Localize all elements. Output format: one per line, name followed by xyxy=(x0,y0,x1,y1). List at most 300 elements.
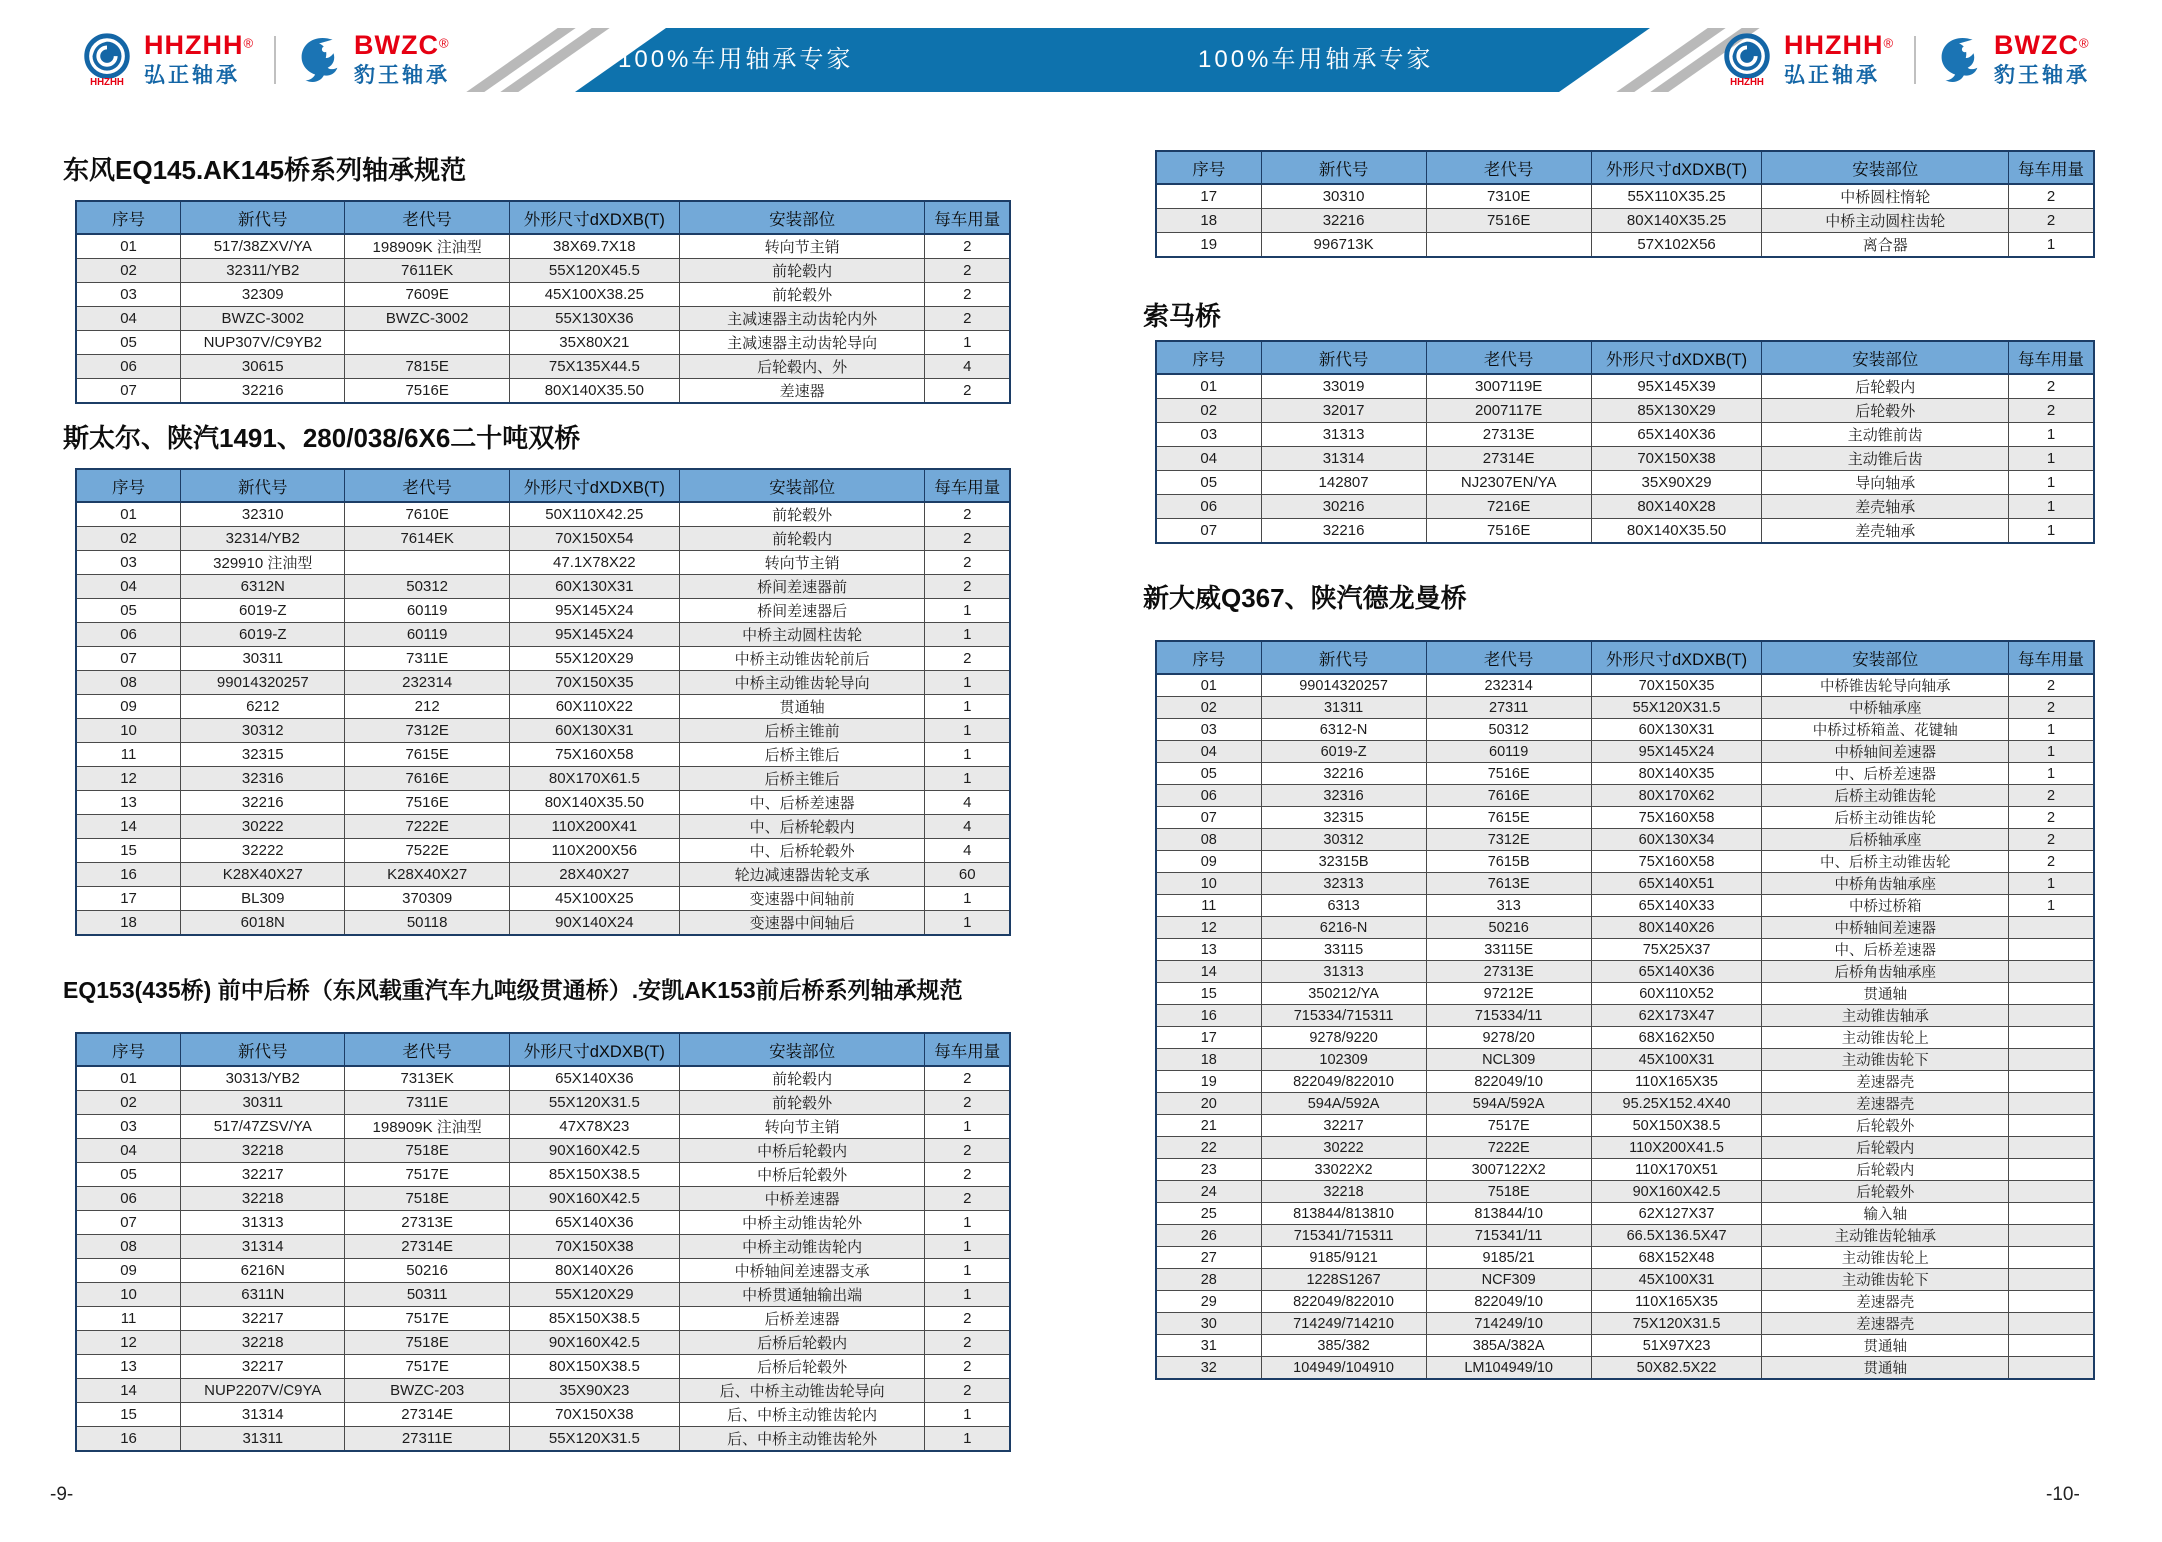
table-cell: 30216 xyxy=(1261,495,1426,519)
table-cell xyxy=(1426,233,1591,258)
table-cell: 2 xyxy=(2009,184,2094,209)
table-cell: 2 xyxy=(925,527,1010,551)
table-cell: 57X102X56 xyxy=(1591,233,1762,258)
column-header: 每车用量 xyxy=(2009,641,2094,674)
table-cell: 06 xyxy=(76,1187,181,1211)
table-cell: 中、后桥轮毂外 xyxy=(679,839,925,863)
column-header: 安装部位 xyxy=(1762,341,2009,374)
table-cell: 主动锥齿轮下 xyxy=(1762,1049,2009,1071)
table-cell: 01 xyxy=(76,234,181,259)
table-cell: 中桥过桥箱 xyxy=(1762,895,2009,917)
table-cell: 11 xyxy=(76,1307,181,1331)
table-cell: 09 xyxy=(76,695,181,719)
table-cell: NJ2307EN/YA xyxy=(1426,471,1591,495)
brand-hhzhh-name: HHZHH xyxy=(1784,30,1884,60)
table-cell: 70X150X38 xyxy=(509,1403,679,1427)
table-cell: 4 xyxy=(925,791,1010,815)
table-cell: 05 xyxy=(76,331,181,355)
table-cell: 27311E xyxy=(345,1427,509,1452)
column-header: 序号 xyxy=(1156,341,1261,374)
table-cell: 80X140X35.25 xyxy=(1591,209,1762,233)
table-cell: 62X127X37 xyxy=(1591,1203,1762,1225)
table-cell: 17 xyxy=(76,887,181,911)
table-cell: 517/47ZSV/YA xyxy=(181,1115,345,1139)
table-cell: 90X160X42.5 xyxy=(1591,1181,1762,1203)
table-cell: 05 xyxy=(76,1163,181,1187)
table-cell: 60X130X31 xyxy=(509,575,679,599)
table-cell: 30313/YB2 xyxy=(181,1066,345,1091)
table-cell: 贯通轴 xyxy=(1762,983,2009,1005)
table-row xyxy=(76,767,1010,791)
brand-hhzhh-text xyxy=(144,32,253,86)
table-cell: 32314/YB2 xyxy=(181,527,345,551)
table-cell xyxy=(2009,1181,2094,1203)
brand-bwzc-cn: 豹王轴承 xyxy=(354,64,450,87)
table-cell: 33022X2 xyxy=(1261,1159,1426,1181)
table-cell: 2 xyxy=(925,1163,1010,1187)
table-cell: 06 xyxy=(76,355,181,379)
table-row xyxy=(1156,917,2094,939)
table-cell: 7615E xyxy=(1426,807,1591,829)
table-row xyxy=(1156,1291,2094,1313)
table-cell: 中桥主动圆柱齿轮 xyxy=(1762,209,2009,233)
section-title-xindawei xyxy=(1143,578,1467,615)
table-cell: 55X120X31.5 xyxy=(509,1091,679,1115)
table-cell: 后桥主锥前 xyxy=(679,719,925,743)
table-row xyxy=(1156,1049,2094,1071)
table-row xyxy=(1156,374,2094,399)
table-cell: 47.1X78X22 xyxy=(509,551,679,575)
column-header: 安装部位 xyxy=(1762,151,2009,184)
table-cell: 6311N xyxy=(181,1283,345,1307)
svg-text:HHZHH: HHZHH xyxy=(1730,77,1764,88)
table-cell: 30312 xyxy=(181,719,345,743)
table-row xyxy=(76,1355,1010,1379)
table-cell: 30312 xyxy=(1261,829,1426,851)
table-cell: 前轮毂内 xyxy=(679,1066,925,1091)
registered-mark-icon: ® xyxy=(438,35,449,51)
table-cell: 75X160X58 xyxy=(509,743,679,767)
table-cell: 110X200X41.5 xyxy=(1591,1137,1762,1159)
table-row xyxy=(1156,895,2094,917)
table-row xyxy=(76,911,1010,936)
table-cell: 60X130X34 xyxy=(1591,829,1762,851)
table-row xyxy=(1156,763,2094,785)
table-cell: 75X120X31.5 xyxy=(1591,1313,1762,1335)
table-xindawei xyxy=(1155,640,2095,1380)
table-row xyxy=(76,234,1010,259)
column-header: 新代号 xyxy=(181,1033,345,1066)
table-cell xyxy=(2009,1027,2094,1049)
table-cell: 中桥后轮毂内 xyxy=(679,1139,925,1163)
table-cell: 差速器壳 xyxy=(1762,1291,2009,1313)
table-cell: 33115E xyxy=(1426,939,1591,961)
table-cell: 中桥主动锥齿轮外 xyxy=(679,1211,925,1235)
table-row xyxy=(76,307,1010,331)
table-cell: 11 xyxy=(1156,895,1261,917)
table-cell: 594A/592A xyxy=(1426,1093,1591,1115)
table-cell: 4 xyxy=(925,839,1010,863)
table-cell: 09 xyxy=(76,1259,181,1283)
table-row xyxy=(76,1427,1010,1452)
table-cell: 27314E xyxy=(345,1235,509,1259)
table-row xyxy=(1156,939,2094,961)
table-cell: 813844/10 xyxy=(1426,1203,1591,1225)
table-cell: 21 xyxy=(1156,1115,1261,1137)
table-cell: 13 xyxy=(1156,939,1261,961)
table-cell: 7615E xyxy=(345,743,509,767)
table-cell: 10 xyxy=(76,719,181,743)
table-cell: 370309 xyxy=(345,887,509,911)
table-cell: 17 xyxy=(1156,1027,1261,1049)
table-cell: 7517E xyxy=(345,1163,509,1187)
table-cell: BWZC-3002 xyxy=(345,307,509,331)
table-cell: 31314 xyxy=(1261,447,1426,471)
table-cell: 7522E xyxy=(345,839,509,863)
column-header: 每车用量 xyxy=(2009,151,2094,184)
column-header: 序号 xyxy=(76,469,181,502)
table-cell: 50312 xyxy=(345,575,509,599)
table-row xyxy=(1156,697,2094,719)
column-header: 老代号 xyxy=(345,1033,509,1066)
table-cell: 65X140X36 xyxy=(509,1211,679,1235)
table-cell: 差壳轴承 xyxy=(1762,495,2009,519)
table-cell: 30 xyxy=(1156,1313,1261,1335)
table-cell: 715334/715311 xyxy=(1261,1005,1426,1027)
hhzhh-logo-icon xyxy=(1718,30,1776,88)
table-cell: 03 xyxy=(76,551,181,575)
hhzhh-logo-icon xyxy=(78,30,136,88)
table-cell xyxy=(2009,1049,2094,1071)
table-cell: 2007117E xyxy=(1426,399,1591,423)
table-row xyxy=(1156,399,2094,423)
table-cell: 2 xyxy=(925,1187,1010,1211)
table-cell: 1 xyxy=(925,1259,1010,1283)
table-row xyxy=(76,379,1010,404)
table-title: 东风EQ145.AK145桥系列轴承规范 xyxy=(63,155,467,185)
table-cell: 30311 xyxy=(181,647,345,671)
table-cell: 80X140X35.50 xyxy=(509,379,679,404)
table-title: EQ153(435桥) 前中后桥（东风载重汽车九吨级贯通桥）.安凯AK153前后桥系列轴承规范 xyxy=(63,977,963,1003)
table-cell: 33115 xyxy=(1261,939,1426,961)
table-cell xyxy=(2009,1291,2094,1313)
table-cell: 60X110X52 xyxy=(1591,983,1762,1005)
table-cell: 50311 xyxy=(345,1283,509,1307)
table-cell: LM104949/10 xyxy=(1426,1357,1591,1380)
table-header-row xyxy=(76,1033,1010,1066)
table-cell: NUP307V/C9YB2 xyxy=(181,331,345,355)
brand-bwzc-name: BWZC xyxy=(1994,30,2079,60)
table-cell: 25 xyxy=(1156,1203,1261,1225)
table-cell: 313 xyxy=(1426,895,1591,917)
table-cell: 08 xyxy=(76,671,181,695)
table-cell: 55X130X36 xyxy=(509,307,679,331)
table-cell: 中桥过桥箱盖、花键轴 xyxy=(1762,719,2009,741)
table-cell: 7222E xyxy=(1426,1137,1591,1159)
table-cell: 2 xyxy=(2009,785,2094,807)
table-cell: 10 xyxy=(1156,873,1261,895)
table-cell: 715341/11 xyxy=(1426,1225,1591,1247)
table-cell: 15 xyxy=(76,1403,181,1427)
table-cell: 3007119E xyxy=(1426,374,1591,399)
table-cell xyxy=(345,331,509,355)
table-cell: 后轮毂外 xyxy=(1762,399,2009,423)
section-title-eq145 xyxy=(63,150,466,187)
brand-divider xyxy=(1914,36,1916,84)
table-cell: 7518E xyxy=(1426,1181,1591,1203)
table-row xyxy=(1156,1115,2094,1137)
table-row xyxy=(76,1235,1010,1259)
table-row xyxy=(1156,233,2094,258)
section-title-eq153 xyxy=(63,972,963,1005)
table-cell: 110X170X51 xyxy=(1591,1159,1762,1181)
table-cell: 32315 xyxy=(1261,807,1426,829)
table-cell: 62X173X47 xyxy=(1591,1005,1762,1027)
table-row xyxy=(76,1139,1010,1163)
table-cell: 中、后桥差速器 xyxy=(1762,939,2009,961)
table-row xyxy=(76,502,1010,527)
table-cell: 95X145X24 xyxy=(509,623,679,647)
column-header: 外形尺寸dXDXB(T) xyxy=(1591,641,1762,674)
table-cell: 68X162X50 xyxy=(1591,1027,1762,1049)
table-cell: 715341/715311 xyxy=(1261,1225,1426,1247)
table-cell: 后桥主锥后 xyxy=(679,743,925,767)
column-header: 新代号 xyxy=(1261,341,1426,374)
table-header-row xyxy=(1156,341,2094,374)
table-cell: 02 xyxy=(76,259,181,283)
table-cell: 350212/YA xyxy=(1261,983,1426,1005)
table-row xyxy=(76,1379,1010,1403)
table-cell: 2 xyxy=(925,575,1010,599)
table-cell: 60119 xyxy=(345,623,509,647)
table-cell: 1 xyxy=(925,1235,1010,1259)
table-steyr xyxy=(75,468,1011,936)
table-cell: 6313 xyxy=(1261,895,1426,917)
table-cell: 6018N xyxy=(181,911,345,936)
table-cell: 1 xyxy=(925,767,1010,791)
table-cell: 10 xyxy=(76,1283,181,1307)
table-cell: 97212E xyxy=(1426,983,1591,1005)
table-cell xyxy=(2009,1269,2094,1291)
table-cell: 32313 xyxy=(1261,873,1426,895)
table-cell: 3007122X2 xyxy=(1426,1159,1591,1181)
table-cell: 95.25X152.4X40 xyxy=(1591,1093,1762,1115)
table-cell: 7312E xyxy=(1426,829,1591,851)
table-cell: 7216E xyxy=(1426,495,1591,519)
table-row xyxy=(1156,983,2094,1005)
table-cell: 01 xyxy=(76,1066,181,1091)
table-cell: 27314E xyxy=(345,1403,509,1427)
table-cell: 后轮毂外 xyxy=(1762,1115,2009,1137)
table-cell: 1 xyxy=(925,911,1010,936)
banner-slogan-left: 100%车用轴承专家 xyxy=(618,46,854,73)
table-cell: 32311/YB2 xyxy=(181,259,345,283)
table-eq153 xyxy=(75,1032,1011,1452)
svg-text:HHZHH: HHZHH xyxy=(90,77,124,88)
table-cell: NCF309 xyxy=(1426,1269,1591,1291)
table-cell: 90X140X24 xyxy=(509,911,679,936)
table-cell: 1 xyxy=(2009,495,2094,519)
table-cell: 28 xyxy=(1156,1269,1261,1291)
table-cell: 中桥贯通轴输出端 xyxy=(679,1283,925,1307)
table-cell: 50216 xyxy=(345,1259,509,1283)
table-cell: 1 xyxy=(925,331,1010,355)
table-cell: 后、中桥主动锥齿轮内 xyxy=(679,1403,925,1427)
table-cell: 7815E xyxy=(345,355,509,379)
table-cell: 1 xyxy=(2009,741,2094,763)
table-cell: 03 xyxy=(1156,719,1261,741)
table-cell: 32222 xyxy=(181,839,345,863)
table-cell: 02 xyxy=(1156,697,1261,719)
table-cell: 主动锥后齿 xyxy=(1762,447,2009,471)
table-cell: 2 xyxy=(2009,851,2094,873)
table-row xyxy=(76,355,1010,379)
table-row xyxy=(76,1259,1010,1283)
table-cell: 32217 xyxy=(181,1307,345,1331)
table-cell xyxy=(2009,1115,2094,1137)
table-cell: 7518E xyxy=(345,1187,509,1211)
table-cell: BL309 xyxy=(181,887,345,911)
table-row xyxy=(76,671,1010,695)
table-cell: 中桥轴间差速器支承 xyxy=(679,1259,925,1283)
table-cell: 104949/104910 xyxy=(1261,1357,1426,1380)
table-row xyxy=(1156,785,2094,807)
table-cell: 01 xyxy=(1156,674,1261,697)
table-cell: 30222 xyxy=(181,815,345,839)
column-header: 安装部位 xyxy=(679,1033,925,1066)
table-row xyxy=(76,695,1010,719)
table-cell: 31313 xyxy=(181,1211,345,1235)
table-cell: 后桥差速器 xyxy=(679,1307,925,1331)
table-cell: 1 xyxy=(925,671,1010,695)
column-header: 每车用量 xyxy=(925,469,1010,502)
table-cell: 中桥轴间差速器 xyxy=(1762,741,2009,763)
table-cell: 后轮毂内 xyxy=(1762,1137,2009,1159)
bearing-spec-table xyxy=(1155,150,2095,258)
table-cell: 51X97X23 xyxy=(1591,1335,1762,1357)
table-cell: 17 xyxy=(1156,184,1261,209)
table-cell: 转向节主销 xyxy=(679,551,925,575)
table-cell: 7310E xyxy=(1426,184,1591,209)
table-cell: 50X82.5X22 xyxy=(1591,1357,1762,1380)
brand-hhzhh-name: HHZHH xyxy=(144,30,244,60)
table-row xyxy=(76,599,1010,623)
table-cell: 32309 xyxy=(181,283,345,307)
table-cell: 13 xyxy=(76,791,181,815)
table-row xyxy=(76,331,1010,355)
table-cell: 1 xyxy=(2009,719,2094,741)
table-cell: 31 xyxy=(1156,1335,1261,1357)
table-row xyxy=(76,527,1010,551)
table-cell: 55X120X45.5 xyxy=(509,259,679,283)
table-cell: 差速器壳 xyxy=(1762,1093,2009,1115)
table-cell: 中、后桥主动锥齿轮 xyxy=(1762,851,2009,873)
table-cell: 中桥主动锥齿轮导向 xyxy=(679,671,925,695)
table-cell: 45X100X31 xyxy=(1591,1269,1762,1291)
table-row xyxy=(1156,873,2094,895)
table-cell: 20 xyxy=(1156,1093,1261,1115)
table-cell: 55X120X31.5 xyxy=(509,1427,679,1452)
table-cell: 31314 xyxy=(181,1235,345,1259)
table-row xyxy=(1156,674,2094,697)
table-cell: 中桥主动圆柱齿轮 xyxy=(679,623,925,647)
table-cell: 07 xyxy=(1156,519,1261,544)
column-header: 老代号 xyxy=(1426,641,1591,674)
table-row xyxy=(1156,807,2094,829)
registered-mark-icon: ® xyxy=(243,35,254,51)
table-cell xyxy=(2009,1005,2094,1027)
table-row xyxy=(1156,719,2094,741)
table-cell: 4 xyxy=(925,815,1010,839)
table-row xyxy=(76,839,1010,863)
table-row xyxy=(1156,471,2094,495)
page-number-left: -9- xyxy=(50,1484,74,1505)
table-cell: 16 xyxy=(1156,1005,1261,1027)
table-cell: 33019 xyxy=(1261,374,1426,399)
bearing-spec-table xyxy=(75,468,1011,936)
table-cell: 06 xyxy=(1156,785,1261,807)
table-title: 索马桥 xyxy=(1143,301,1222,331)
table-row xyxy=(1156,1313,2094,1335)
table-cell: 32216 xyxy=(1261,763,1426,785)
table-cell: 70X150X38 xyxy=(1591,447,1762,471)
table-cell: 198909K 注油型 xyxy=(345,234,509,259)
table-cell: 1 xyxy=(2009,471,2094,495)
table-cell: 中、后桥差速器 xyxy=(679,791,925,815)
table-row xyxy=(1156,1181,2094,1203)
table-cell: 后轮毂内 xyxy=(1762,374,2009,399)
table-row xyxy=(76,719,1010,743)
table-cell: 212 xyxy=(345,695,509,719)
column-header: 外形尺寸dXDXB(T) xyxy=(509,1033,679,1066)
table-cell: 95X145X24 xyxy=(509,599,679,623)
table-cell: 主动锥前齿 xyxy=(1762,423,2009,447)
bearing-spec-table xyxy=(1155,340,2095,544)
table-cell: 65X140X51 xyxy=(1591,873,1762,895)
table-cell: 18 xyxy=(76,911,181,936)
table-cell: 03 xyxy=(76,283,181,307)
table-cell: 35X80X21 xyxy=(509,331,679,355)
table-cell: 32 xyxy=(1156,1357,1261,1380)
table-cell: 7517E xyxy=(345,1307,509,1331)
table-cell: 06 xyxy=(1156,495,1261,519)
table-cell: 75X135X44.5 xyxy=(509,355,679,379)
table-cell: 差速器壳 xyxy=(1762,1071,2009,1093)
table-cell: 75X160X58 xyxy=(1591,851,1762,873)
table-cell xyxy=(2009,1247,2094,1269)
table-cell: 后轮毂内 xyxy=(1762,1159,2009,1181)
table-cell: 后桥角齿轴承座 xyxy=(1762,961,2009,983)
table-cell: 4 xyxy=(925,355,1010,379)
table-cell: 2 xyxy=(2009,829,2094,851)
table-cell: 66.5X136.5X47 xyxy=(1591,1225,1762,1247)
table-cell xyxy=(2009,939,2094,961)
table-cell: 28X40X27 xyxy=(509,863,679,887)
table-cell: 前轮毂外 xyxy=(679,1091,925,1115)
table-cell xyxy=(2009,1203,2094,1225)
table-cell: 15 xyxy=(76,839,181,863)
table-cell: 2 xyxy=(925,1307,1010,1331)
table-cell: 11 xyxy=(76,743,181,767)
table-cell: 中桥锥齿轮导向轴承 xyxy=(1762,674,2009,697)
table-cell: 转向节主销 xyxy=(679,1115,925,1139)
table-cell: 贯通轴 xyxy=(1762,1335,2009,1357)
bearing-spec-table xyxy=(75,200,1011,404)
table-row xyxy=(76,743,1010,767)
table-cell: NCL309 xyxy=(1426,1049,1591,1071)
table-cell: 后桥轴承座 xyxy=(1762,829,2009,851)
table-cell: 1 xyxy=(925,1115,1010,1139)
